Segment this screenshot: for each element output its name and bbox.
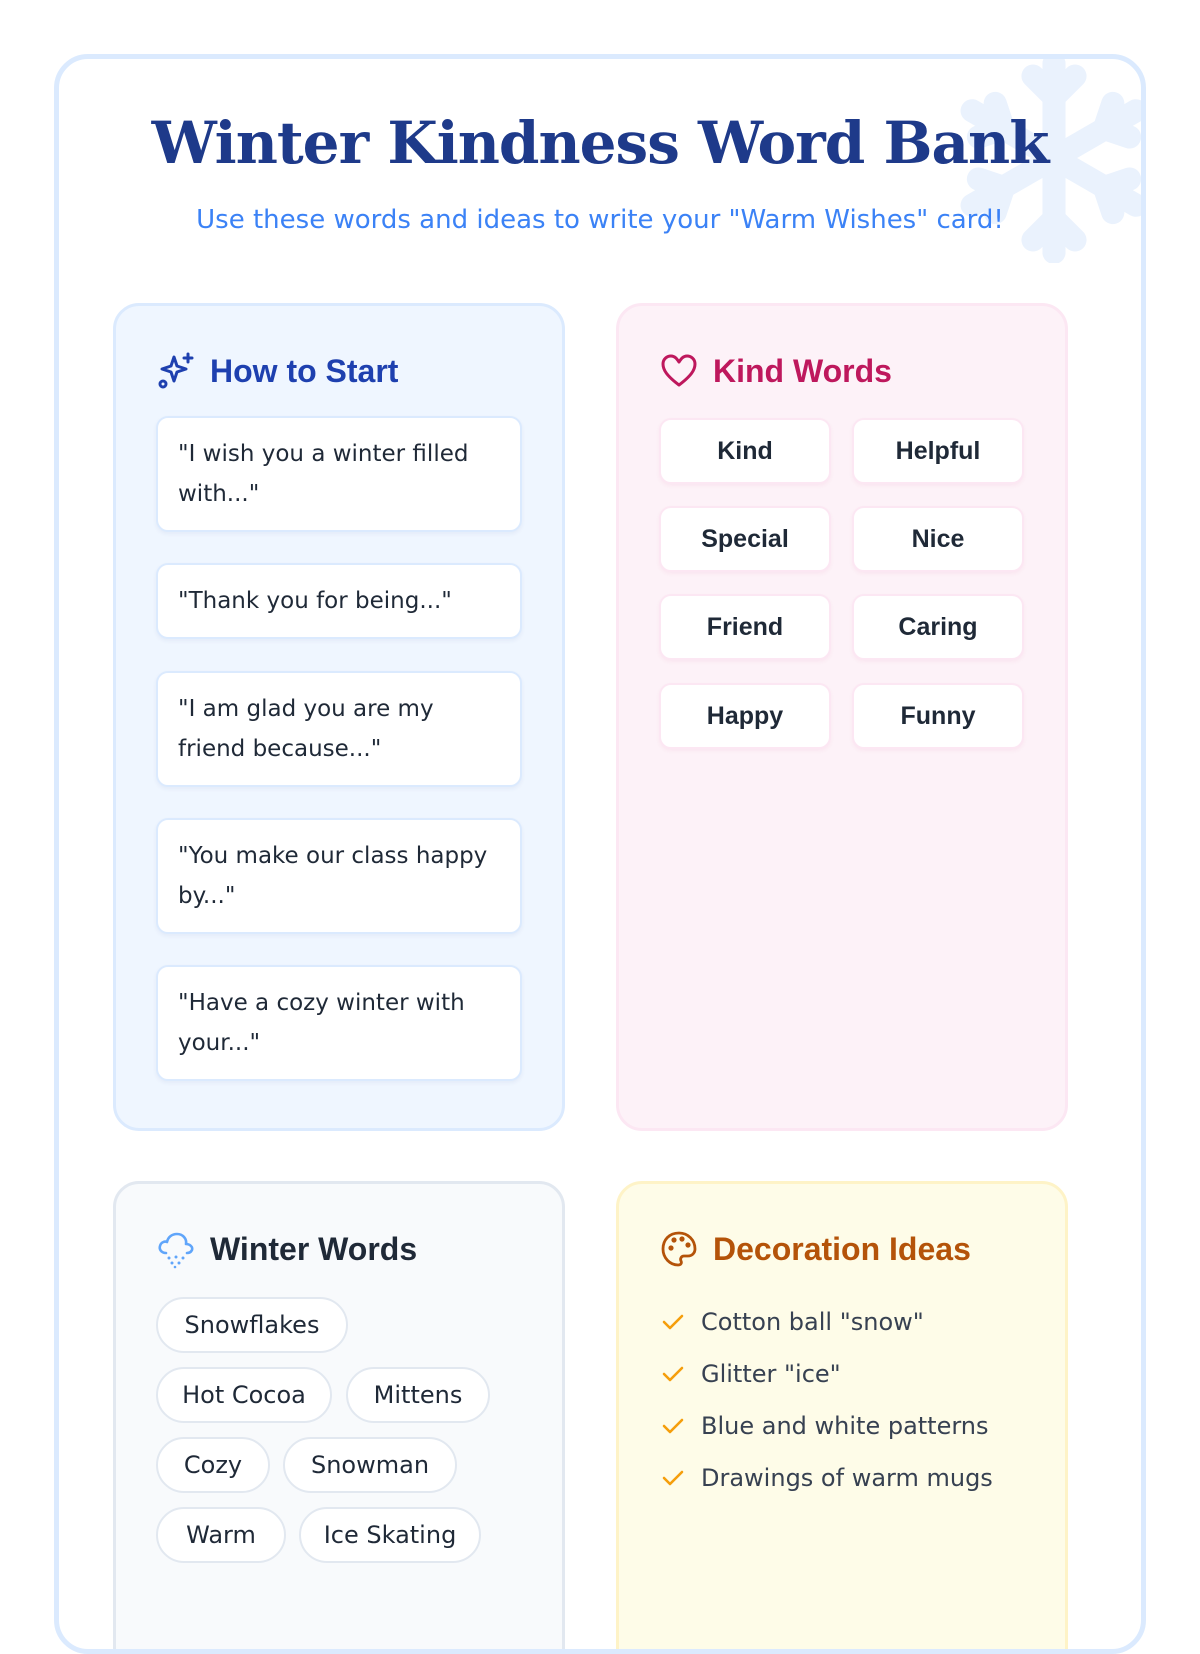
- word-bank-card: [54, 54, 1146, 1654]
- winter-words-panel: [113, 1181, 565, 1654]
- winter-words-header: [156, 1226, 417, 1272]
- kind-word-chip: Helpful: [852, 418, 1024, 484]
- how-to-start-header: [156, 348, 398, 394]
- palette-icon: [659, 1229, 699, 1269]
- sentence-starter: "You make our class happy by...": [156, 818, 522, 934]
- kind-word-chip: Kind: [659, 418, 831, 484]
- winter-word-pill: Snowman: [283, 1437, 457, 1493]
- decoration-idea-item: [659, 1354, 841, 1394]
- decoration-ideas-header: [659, 1226, 971, 1272]
- kind-word-chip: Friend: [659, 594, 831, 660]
- kind-word-chip: Special: [659, 506, 831, 572]
- kind-word-chip: Happy: [659, 683, 831, 749]
- winter-word-pill: Mittens: [346, 1367, 490, 1423]
- decoration-idea-text: Drawings of warm mugs: [701, 1464, 993, 1492]
- winter-word-pill: Warm: [156, 1507, 286, 1563]
- page-title: Winter Kindness Word Bank: [151, 109, 1049, 177]
- winter-word-pill: Ice Skating: [299, 1507, 481, 1563]
- page-subtitle: Use these words and ideas to write your "Warm Wishes" card!: [196, 205, 1004, 235]
- sentence-starter: "I am glad you are my friend because...": [156, 671, 522, 787]
- kind-words-heading: Kind Words: [713, 352, 892, 389]
- kind-words-header: [659, 348, 892, 394]
- decoration-ideas-panel: [616, 1181, 1068, 1654]
- decoration-ideas-heading: Decoration Ideas: [713, 1230, 971, 1267]
- check-icon: [659, 1308, 687, 1336]
- sparkles-icon: [156, 351, 196, 391]
- winter-word-pill: Snowflakes: [156, 1297, 348, 1353]
- kind-word-chip: Funny: [852, 683, 1024, 749]
- decoration-idea-item: [659, 1458, 993, 1498]
- kind-word-chip: Nice: [852, 506, 1024, 572]
- snow-cloud-icon: [156, 1229, 196, 1269]
- winter-words-heading: Winter Words: [210, 1230, 418, 1267]
- check-icon: [659, 1464, 687, 1492]
- decoration-idea-text: Blue and white patterns: [701, 1412, 989, 1440]
- sentence-starter: "Thank you for being...": [156, 563, 522, 639]
- check-icon: [659, 1412, 687, 1440]
- how-to-start-heading: How to Start: [210, 352, 399, 389]
- heart-icon: [659, 351, 699, 391]
- how-to-start-panel: [113, 303, 565, 1131]
- kind-word-chip: Caring: [852, 594, 1024, 660]
- winter-word-pill: Hot Cocoa: [156, 1367, 332, 1423]
- sentence-starter: "I wish you a winter filled with...": [156, 416, 522, 532]
- decoration-idea-item: [659, 1406, 989, 1446]
- kind-words-panel: [616, 303, 1068, 1131]
- decoration-idea-text: Glitter "ice": [701, 1360, 841, 1388]
- check-icon: [659, 1360, 687, 1388]
- sentence-starter: "Have a cozy winter with your...": [156, 965, 522, 1081]
- decoration-idea-item: [659, 1302, 924, 1342]
- decoration-idea-text: Cotton ball "snow": [701, 1308, 924, 1336]
- winter-word-pill: Cozy: [156, 1437, 270, 1493]
